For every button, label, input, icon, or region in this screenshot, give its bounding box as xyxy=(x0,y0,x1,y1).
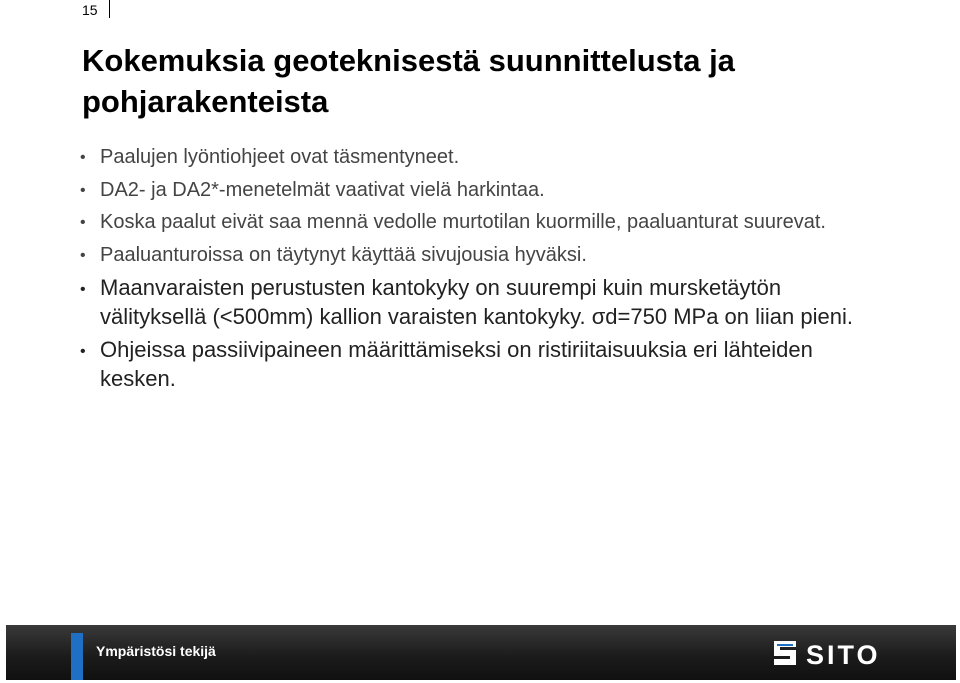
bullet-text: Paalujen lyöntiohjeet ovat täsmentyneet. xyxy=(100,146,460,168)
bullet-text: DA2- ja DA2*-menetelmät vaativat vielä harkintaa. xyxy=(100,178,545,201)
bullet-text: Maanvaraisten perustusten kantokyky on suurempi kuin mursketäytön välityksellä (<500mm) kallion varaisten kantokyky. σd=750 MPa on liian pieni. xyxy=(100,275,853,329)
bullet-item xyxy=(80,335,890,393)
bullet-icon: • xyxy=(80,214,86,231)
bullet-icon: • xyxy=(80,181,86,199)
bullet-icon: • xyxy=(80,149,86,166)
bullet-icon: • xyxy=(80,343,86,360)
bullet-item xyxy=(80,241,890,270)
bullet-icon: • xyxy=(80,281,86,298)
page-number: 15 xyxy=(82,2,98,18)
footer-bar xyxy=(6,625,956,680)
bullet-item xyxy=(80,273,890,331)
bullet-text: Ohjeissa passiivipaineen määrittämiseksi on ristiriitaisuuksia eri lähteiden kesken. xyxy=(100,337,813,391)
bullet-item xyxy=(80,208,890,237)
bullet-text: Paaluanturoissa on täytynyt käyttää sivujousia hyväksi. xyxy=(100,243,587,266)
bullet-list xyxy=(80,143,890,397)
bullet-item xyxy=(80,143,890,172)
slide-title: Kokemuksia geoteknisestä suunnittelusta ja pohjarakenteista xyxy=(82,43,735,119)
bullet-text: Koska paalut eivät saa mennä vedolle murtotilan kuormille, paaluanturat suurevat. xyxy=(100,211,826,233)
footer-accent-stripe xyxy=(71,633,83,680)
page-number-divider xyxy=(109,0,110,18)
footer-slogan: Ympäristösi tekijä xyxy=(96,643,216,659)
bullet-item xyxy=(80,176,890,205)
logo-wordmark: SITO xyxy=(806,640,881,669)
bullet-icon: • xyxy=(80,246,86,264)
sito-logo xyxy=(770,637,900,669)
